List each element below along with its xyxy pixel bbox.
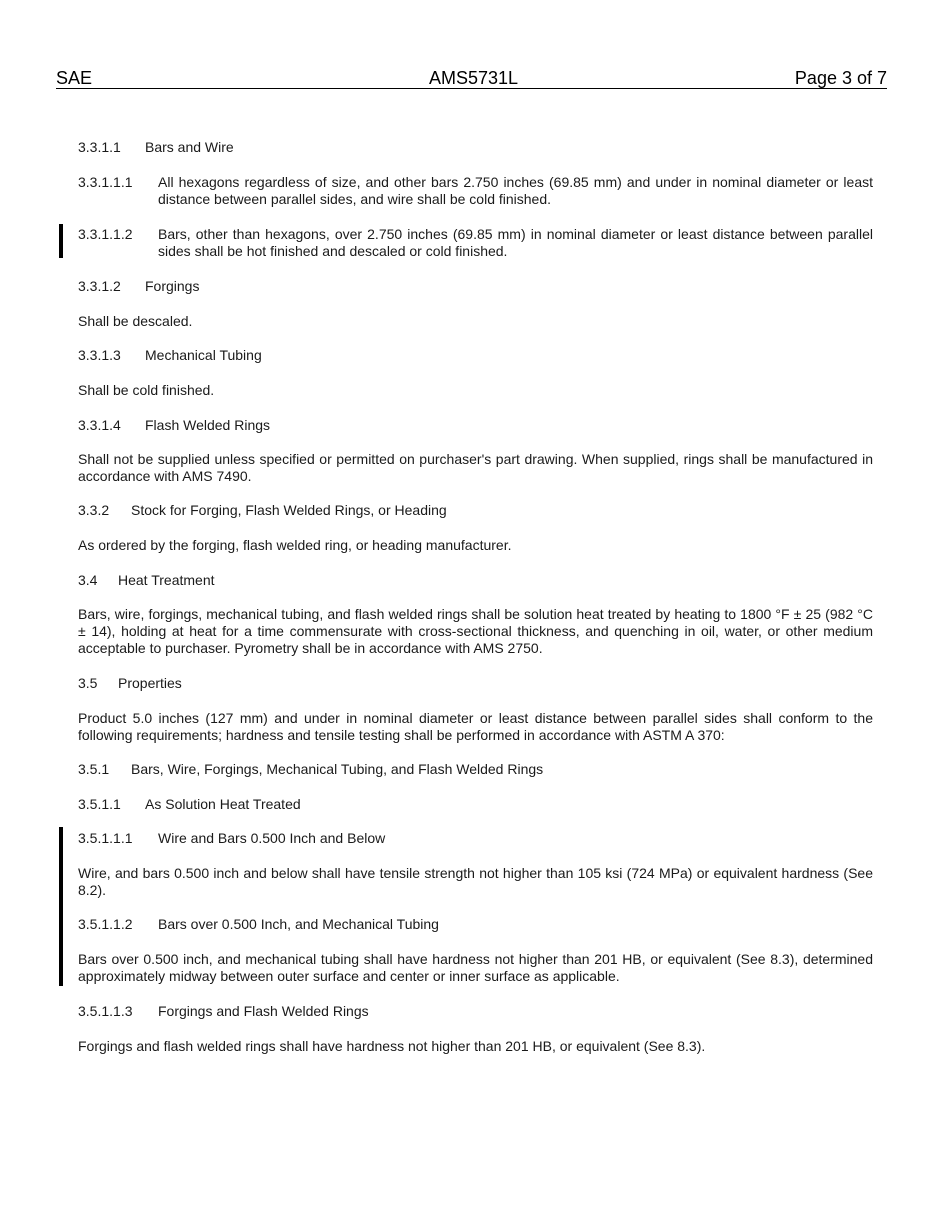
section-number: 3.3.1.1.1 [78, 174, 133, 190]
section-heading [78, 761, 543, 778]
section-title: As Solution Heat Treated [145, 796, 301, 812]
section-heading [78, 916, 439, 933]
paragraph: Shall be descaled. [78, 313, 193, 329]
page-header [56, 68, 887, 89]
paragraph: Shall not be supplied unless specified or permitted on purchaser's part drawing. When supplied, rings shall be manufactured in accordance with AMS 7490. [78, 451, 873, 484]
paragraph-text: All hexagons regardless of size, and other bars 2.750 inches (69.85 mm) and under in nominal diameter or least distance between parallel sides, and wire shall be cold finished. [158, 174, 873, 207]
section-number: 3.3.2 [78, 502, 110, 518]
section-heading [78, 347, 262, 364]
section-title: Bars, Wire, Forgings, Mechanical Tubing, and Flash Welded Rings [131, 761, 544, 777]
section-title: Wire and Bars 0.500 Inch and Below [158, 830, 386, 846]
section-title: Mechanical Tubing [145, 347, 262, 363]
paragraph: Product 5.0 inches (127 mm) and under in nominal diameter or least distance between parallel sides shall conform to the following requirements; hardness and tensile testing shall be performed in accordance with ASTM A 370: [78, 710, 873, 743]
numbered-paragraph [78, 226, 873, 260]
section-heading [78, 572, 215, 589]
paragraph: Bars, wire, forgings, mechanical tubing, and flash welded rings shall be solution heat treated by heating to 1800 °F ± 25 (982 °C ± 14), holding at heat for a time commensurate with cross-sectional thickness, and quenching in oil, water, or other medium acceptable to purchaser. Pyrometry shall be in accordance with AMS 2750. [78, 606, 873, 656]
section-number: 3.5.1.1.2 [78, 916, 133, 932]
section-title: Stock for Forging, Flash Welded Rings, or Heading [131, 502, 447, 518]
section-title: Forgings [145, 278, 200, 294]
section-heading [78, 417, 270, 434]
section-title: Bars over 0.500 Inch, and Mechanical Tubing [158, 916, 439, 932]
section-number: 3.5.1 [78, 761, 110, 777]
change-bar [59, 827, 63, 986]
paragraph-text: Bars, other than hexagons, over 2.750 inches (69.85 mm) in nominal diameter or least distance between parallel sides shall be hot finished and descaled or cold finished. [158, 226, 873, 259]
header-page-number: Page 3 of 7 [794, 68, 887, 88]
header-doc-number: AMS5731L [429, 68, 519, 88]
section-title: Properties [118, 675, 182, 691]
section-number: 3.3.1.3 [78, 347, 121, 363]
section-number: 3.5.1.1 [78, 796, 121, 812]
section-number: 3.3.1.2 [78, 278, 121, 294]
section-heading [78, 830, 385, 847]
section-number: 3.5.1.1.1 [78, 830, 133, 846]
paragraph: As ordered by the forging, flash welded ring, or heading manufacturer. [78, 537, 512, 553]
section-heading [78, 796, 301, 813]
section-title: Heat Treatment [118, 572, 215, 588]
section-title: Bars and Wire [145, 139, 234, 155]
numbered-paragraph [78, 174, 873, 208]
section-heading [78, 139, 234, 156]
header-org: SAE [56, 68, 93, 88]
paragraph: Forgings and flash welded rings shall have hardness not higher than 201 HB, or equivalent (See 8.3). [78, 1038, 706, 1054]
paragraph: Wire, and bars 0.500 inch and below shall have tensile strength not higher than 105 ksi (724 MPa) or equivalent hardness (See 8.2). [78, 865, 873, 898]
section-title: Forgings and Flash Welded Rings [158, 1003, 369, 1019]
section-heading [78, 278, 199, 295]
section-heading [78, 502, 447, 519]
section-number: 3.5 [78, 675, 98, 691]
section-heading [78, 1003, 369, 1020]
section-heading [78, 675, 182, 692]
section-title: Flash Welded Rings [145, 417, 271, 433]
section-number: 3.4 [78, 572, 98, 588]
section-number: 3.3.1.1.2 [78, 226, 133, 242]
section-number: 3.3.1.1 [78, 139, 121, 155]
section-number: 3.3.1.4 [78, 417, 121, 433]
change-bar [59, 224, 63, 258]
paragraph: Shall be cold finished. [78, 382, 215, 398]
section-number: 3.5.1.1.3 [78, 1003, 133, 1019]
paragraph: Bars over 0.500 inch, and mechanical tubing shall have hardness not higher than 201 HB, or equivalent (See 8.3), determined approximately midway between outer surface and center or inner surface as applicable. [78, 951, 873, 984]
